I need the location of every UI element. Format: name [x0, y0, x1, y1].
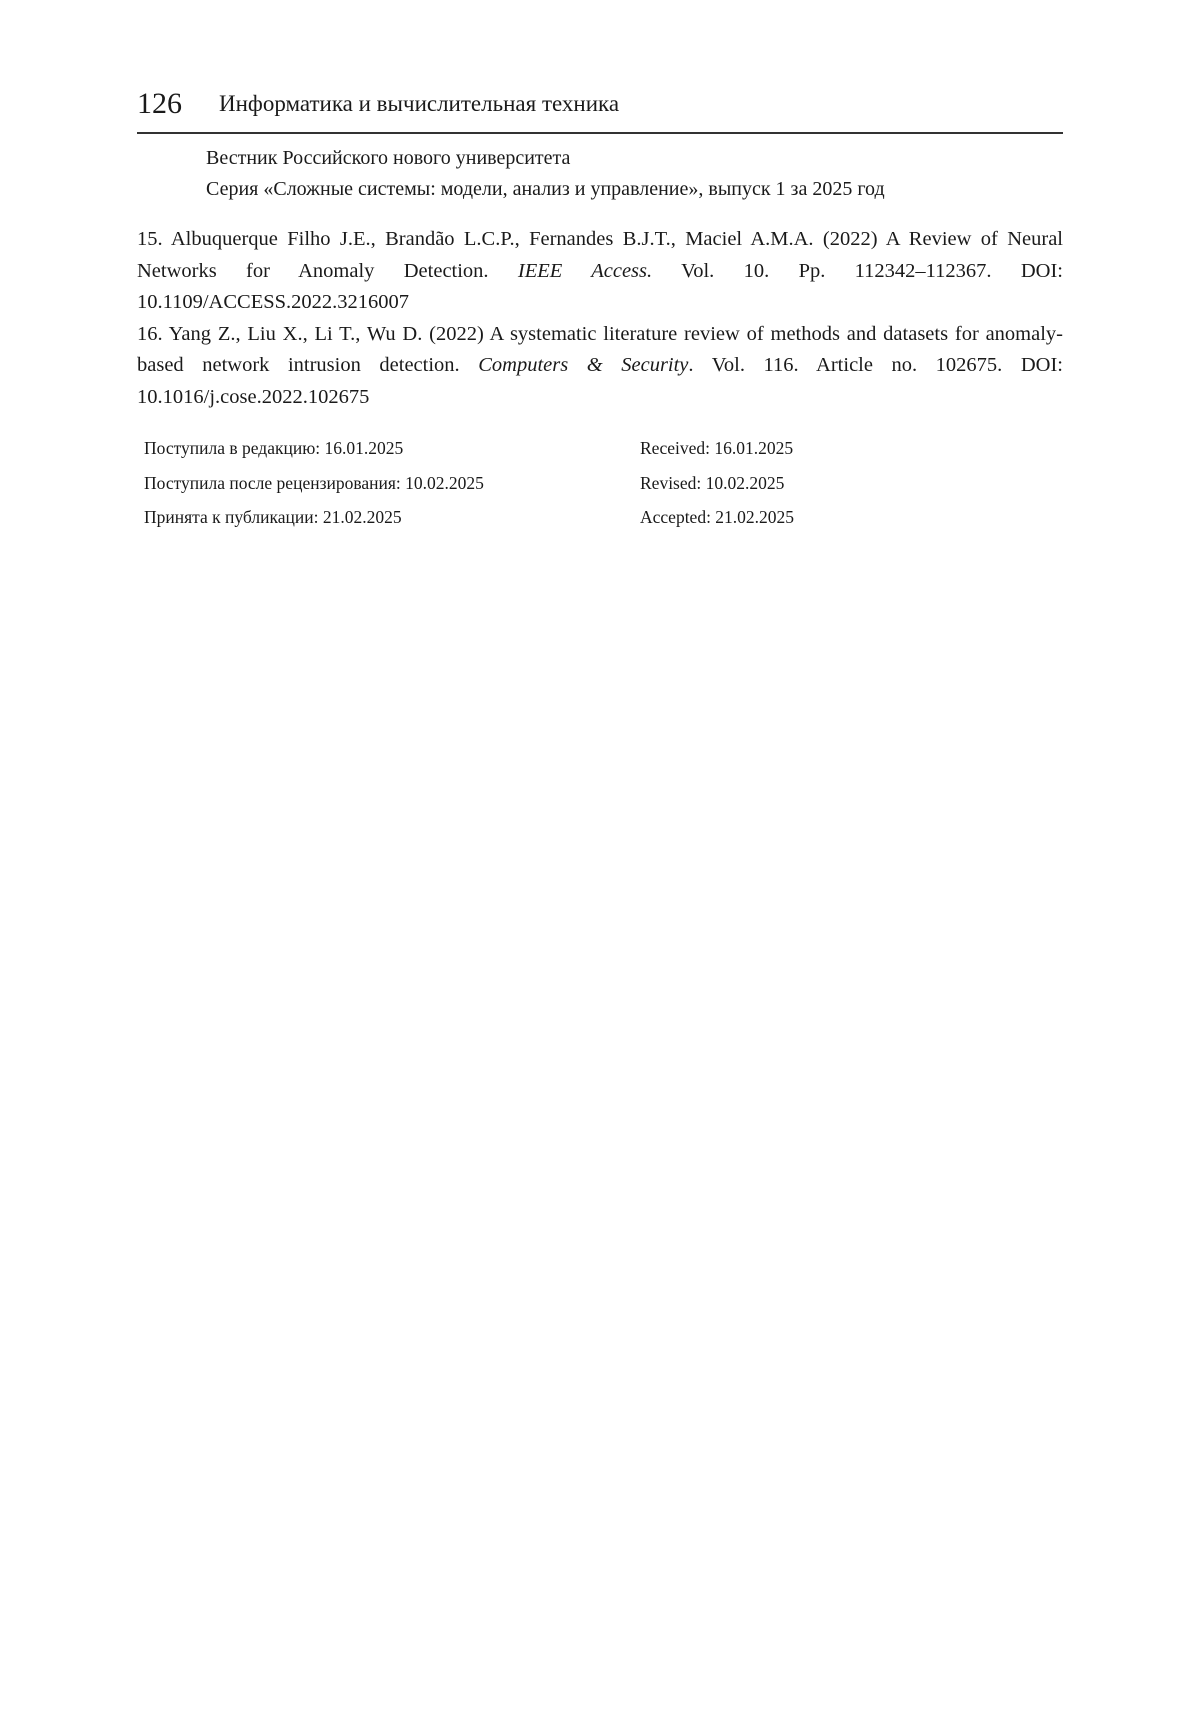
reference-list [137, 224, 1063, 413]
reference-text: 15. Albuquerque Filho J.E., Brandão L.C.P., Fernandes B.J.T., Maciel A.M.A. (2022) A Review of Neural Networks for Anomaly Detection. [137, 228, 1063, 282]
reference-source: IEEE Access. [517, 259, 653, 282]
page-number: 126 [137, 87, 182, 120]
running-head [137, 86, 1063, 134]
date-received-ru: Поступила в редакцию: 16.01.2025 [144, 438, 404, 458]
reference-source: Computers & Security [478, 354, 689, 376]
dates-english [640, 431, 794, 535]
date-accepted-en: Accepted: 21.02.2025 [640, 507, 795, 527]
date-accepted-ru: Принята к публикации: 21.02.2025 [144, 507, 402, 527]
section-title: Информатика и вычислительная техника [219, 91, 620, 116]
date-received-en: Received: 16.01.2025 [640, 438, 794, 458]
journal-info [206, 143, 1066, 205]
date-revised-ru: Поступила после рецензирования: 10.02.2025 [144, 472, 484, 493]
reference-details: . Vol. 116. Article no. 102675. DOI: 10.1016/j.cose.2022.102675 [137, 354, 1063, 408]
dates-russian [144, 431, 484, 535]
reference-text: 16. Yang Z., Liu X., Li T., Wu D. (2022) A systematic literature review of methods and datasets for anomaly-based network intrusion detection. [137, 322, 1063, 376]
date-revised-en: Revised: 10.02.2025 [640, 472, 785, 493]
reference-item [137, 224, 1063, 319]
reference-item [137, 319, 1063, 414]
journal-series: Серия «Сложные системы: модели, анализ и управление», выпуск 1 за 2025 год [206, 178, 885, 200]
journal-name: Вестник Российского нового университета [206, 147, 571, 169]
reference-details: Vol. 10. Pp. 112342–112367. DOI: 10.1109/ACCESS.2022.3216007 [137, 259, 1063, 313]
